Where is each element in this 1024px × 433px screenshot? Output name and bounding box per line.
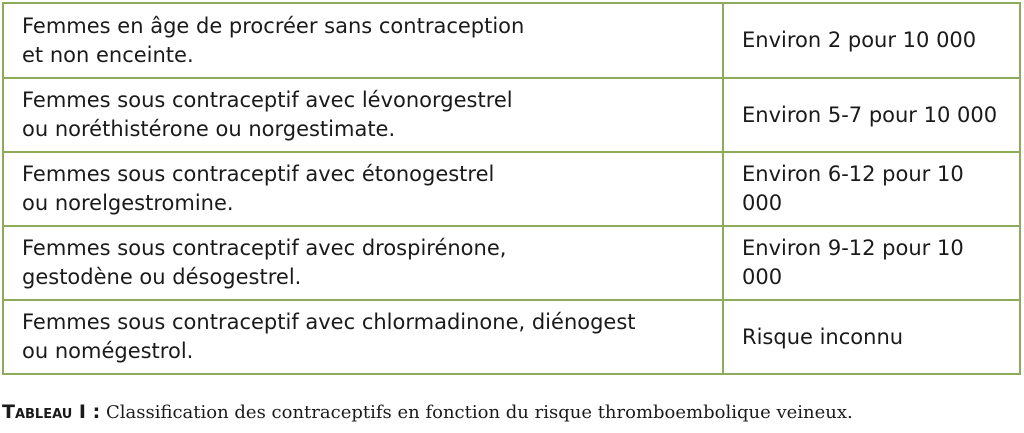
table-caption <box>2 400 853 425</box>
population-cell <box>3 152 723 226</box>
table-row <box>3 3 1020 78</box>
population-line: gestodène ou désogestrel. <box>22 265 302 289</box>
population-line: et non enceinte. <box>22 42 194 67</box>
caption-text: Classification des contraceptifs en fonction du risque thromboembolique veineux. <box>105 402 853 423</box>
caption-label: Tableau I : <box>2 401 101 423</box>
risk-cell: Environ 2 pour 10 000 <box>723 3 1020 78</box>
population-line: Femmes sous contraceptif avec drospirénone, <box>22 236 507 260</box>
population-line: Femmes en âge de procréer sans contraception <box>22 13 525 38</box>
population-line: ou norelgestromine. <box>22 191 234 215</box>
risk-classification-table <box>2 2 1021 375</box>
risk-cell: Environ 5-7 pour 10 000 <box>723 78 1020 152</box>
population-line: ou noréthistérone ou norgestimate. <box>22 117 396 141</box>
population-cell <box>3 300 723 374</box>
population-cell <box>3 3 723 78</box>
population-line: Femmes sous contraceptif avec lévonorgestrel <box>22 88 513 112</box>
risk-cell: Environ 6-12 pour 10 000 <box>723 152 1020 226</box>
table-row <box>3 78 1020 152</box>
table-row <box>3 226 1020 300</box>
population-cell <box>3 78 723 152</box>
population-line: Femmes sous contraceptif avec chlormadinone, diénogest <box>22 310 636 334</box>
population-line: ou nomégestrol. <box>22 339 194 363</box>
table-row <box>3 300 1020 374</box>
population-cell <box>3 226 723 300</box>
population-line: Femmes sous contraceptif avec étonogestrel <box>22 162 495 186</box>
risk-cell: Environ 9-12 pour 10 000 <box>723 226 1020 300</box>
risk-cell: Risque inconnu <box>723 300 1020 374</box>
table-row <box>3 152 1020 226</box>
